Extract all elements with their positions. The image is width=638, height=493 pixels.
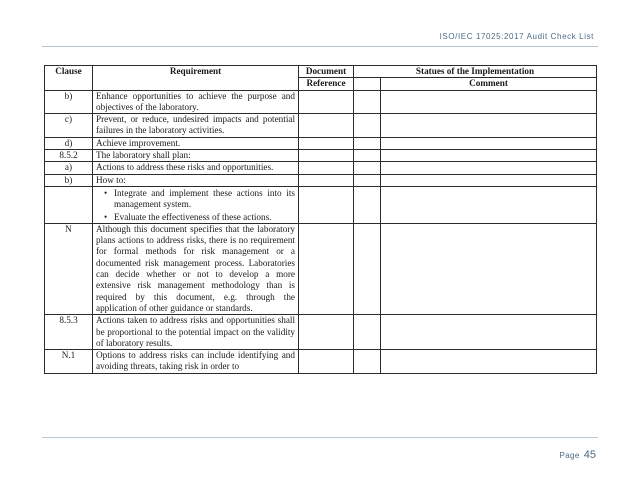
comment-cell xyxy=(381,162,597,174)
status-cell xyxy=(354,350,381,374)
comment-cell xyxy=(381,150,597,162)
comment-cell xyxy=(381,315,597,350)
comment-column-header: Comment xyxy=(381,78,597,90)
status-cell xyxy=(354,150,381,162)
comment-cell xyxy=(381,137,597,149)
clause-column-header: Clause xyxy=(45,66,93,91)
table-row xyxy=(45,315,597,350)
audit-checklist-table xyxy=(44,65,597,374)
clause-cell: 8.5.3 xyxy=(45,315,93,350)
requirement-cell: How to: xyxy=(93,174,299,186)
document-reference-cell xyxy=(299,137,354,149)
table-row xyxy=(45,150,597,162)
document-header-title: ISO/IEC 17025:2017 Audit Check List xyxy=(439,32,594,41)
document-reference-cell xyxy=(299,90,354,114)
bullet-item: • Evaluate the effectiveness of these actions. xyxy=(96,212,295,223)
table-row xyxy=(45,174,597,186)
table-row xyxy=(45,186,597,223)
clause-cell: b) xyxy=(45,174,93,186)
document-reference-cell xyxy=(299,114,354,138)
comment-cell xyxy=(381,350,597,374)
clause-cell: d) xyxy=(45,137,93,149)
document-reference-cell xyxy=(299,186,354,223)
comment-cell xyxy=(381,114,597,138)
page-footer xyxy=(559,445,596,463)
status-cell xyxy=(354,137,381,149)
clause-cell: 8.5.2 xyxy=(45,150,93,162)
status-subheader-cell xyxy=(354,78,381,90)
document-reference-cell xyxy=(299,223,354,314)
document-reference-cell xyxy=(299,315,354,350)
footer-divider xyxy=(42,437,598,438)
document-reference-cell xyxy=(299,350,354,374)
document-column-header: Document xyxy=(299,66,354,78)
table-row xyxy=(45,350,597,374)
requirement-cell: Enhance opportunities to achieve the purpose and objectives of the laboratory. xyxy=(93,90,299,114)
page-number: 45 xyxy=(583,449,596,461)
table-row xyxy=(45,137,597,149)
bullet-item: • Integrate and implement these actions into its management system. xyxy=(96,188,295,211)
requirement-column-header: Requirement xyxy=(93,66,299,91)
table-row xyxy=(45,223,597,314)
table-row xyxy=(45,114,597,138)
comment-cell xyxy=(381,174,597,186)
clause-cell: a) xyxy=(45,162,93,174)
status-cell xyxy=(354,223,381,314)
statues-column-header: Statues of the Implementation xyxy=(354,66,597,78)
requirement-cell: The laboratory shall plan: xyxy=(93,150,299,162)
page-label: Page xyxy=(559,451,580,460)
requirement-bullets-cell xyxy=(93,186,299,223)
status-cell xyxy=(354,90,381,114)
status-cell xyxy=(354,174,381,186)
requirement-cell: Options to address risks can include identifying and avoiding threats, taking risk in order to xyxy=(93,350,299,374)
table-row xyxy=(45,90,597,114)
clause-cell: c) xyxy=(45,114,93,138)
requirement-cell: Actions taken to address risks and opportunities shall be proportional to the potential impact on the validity of laboratory results. xyxy=(93,315,299,350)
clause-cell xyxy=(45,186,93,223)
clause-cell: N.1 xyxy=(45,350,93,374)
requirement-cell: Although this document specifies that the laboratory plans actions to address risks, there is no requirement for formal methods for risk management or a documented risk management process. Laboratories can decide whether or not to develop a more extensive risk management methodology than is required by this document, e.g. through the application of other guidance or standards. xyxy=(93,223,299,314)
clause-cell: N xyxy=(45,223,93,314)
table-row xyxy=(45,162,597,174)
comment-cell xyxy=(381,223,597,314)
reference-column-header: Reference xyxy=(299,78,354,90)
header-divider xyxy=(42,46,598,47)
document-reference-cell xyxy=(299,174,354,186)
document-reference-cell xyxy=(299,150,354,162)
clause-cell: b) xyxy=(45,90,93,114)
status-cell xyxy=(354,315,381,350)
document-reference-cell xyxy=(299,162,354,174)
table-header-row xyxy=(45,66,597,78)
requirement-cell: Achieve improvement. xyxy=(93,137,299,149)
status-cell xyxy=(354,162,381,174)
comment-cell xyxy=(381,186,597,223)
status-cell xyxy=(354,186,381,223)
status-cell xyxy=(354,114,381,138)
comment-cell xyxy=(381,90,597,114)
requirement-cell: Actions to address these risks and opportunities. xyxy=(93,162,299,174)
requirement-cell: Prevent, or reduce, undesired impacts and potential failures in the laboratory activities. xyxy=(93,114,299,138)
